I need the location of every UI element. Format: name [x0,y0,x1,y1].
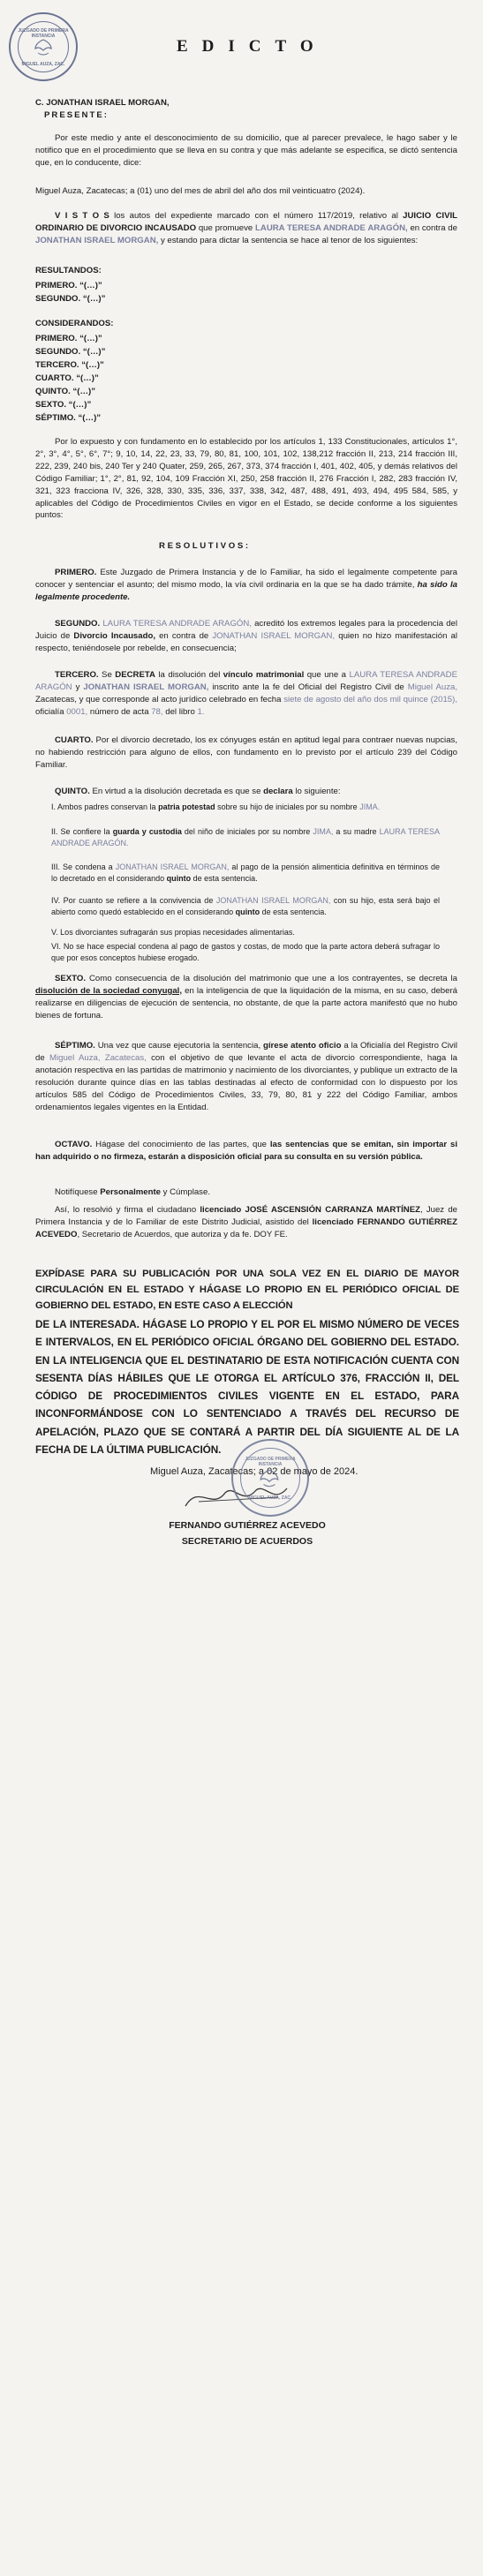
court-seal-top [9,12,78,81]
considerando-item: SÉPTIMO. “(…)” [35,413,102,423]
expidase-paragraph-part1: EXPÍDASE PARA SU PUBLICACIÓN POR UNA SOLA VEZ EN EL DIARIO DE MAYOR CIRCULACIÓN EN EL ESTADO Y HÁGASE LO PROPIO EN EL PERIÓDICO OFICIAL DE GOBIERNO DEL ESTADO, EN ESTE CASO A ELECCIÓN [35,1269,459,1312]
quinto-punto-i: I. Ambos padres conservan la patria potestad sobre su hijo de iniciales por su nombre JIMA. [51,802,381,811]
resolutivo-sexto: SEXTO. Como consecuencia de la disolución del matrimonio que une a los contrayentes, se decreta la disolución de la sociedad conyugal, en la inteligencia de que la liquidación de la misma, en su caso, deberá realizarse en diligencias de ejecución de sentencia, no obstante, de que la parte actora manifestó que no hubo bienes de fortuna. [35,974,457,1021]
resolutivo-quinto: QUINTO. En virtud a la disolución decretada es que se declara lo siguiente: [55,787,341,796]
firma-paragraph: Así, lo resolvió y firma el ciudadano licenciado JOSÉ ASCENSIÓN CARRANZA MARTÍNEZ, Juez de Primera Instancia y de lo Familiar de este Distrito Judicial, asistido del licenciado FERNANDO GUTIÉRREZ ACEVEDO, Secretario de Acuerdos, que autoriza y da fe. DOY FE. [35,1205,457,1239]
document-title: EDICTO [177,37,328,56]
considerando-item: QUINTO. “(…)” [35,387,96,396]
court-seal-bottom [231,1439,309,1517]
addressee-presente: PRESENTE: [44,110,109,120]
resultando-item: PRIMERO. “(…)” [35,281,102,290]
considerando-item: PRIMERO. “(…)” [35,334,102,343]
considerando-item: SEGUNDO. “(…)” [35,347,106,357]
considerando-item: SEXTO. “(…)” [35,400,92,410]
considerando-item: TERCERO. “(…)” [35,360,104,370]
eagle-emblem-icon [254,1467,284,1490]
intro-paragraph: Por este medio y ante el desconocimiento de su domicilio, que al parecer prevalece, le hago saber y le notifico que en el procedimiento que se lleva en su contra y que más adelante se especifica, se dictó sentencia que, en lo conducente, dice: [35,133,457,168]
closing-date: Miguel Auza, Zacatecas; a 02 de mayo de 2024. [150,1466,358,1477]
resolutivo-cuarto: CUARTO. Por el divorcio decretado, los ex cónyuges están en aptitud legal para contraer nuevas nupcias, no habiendo restricción para alguno de ellos, con fundamento en lo previsto por el artículo 239 del Código Familiar. [35,735,457,770]
quinto-punto-iv: IV. Por cuanto se refiere a la convivencia de JONATHAN ISRAEL MORGAN, con su hijo, esta será bajo el abierto como quedó establecido en el considerando quinto de esta sentencia. [51,896,440,917]
resolutivo-segundo: SEGUNDO. LAURA TERESA ANDRADE ARAGÓN, acreditó los extremos legales para la procedencia del Juicio de Divorcio Incausado, en contra de JONATHAN ISRAEL MORGAN, quien no hizo manifestación al respecto, teniéndosele por rebelde, en consecuencia; [35,619,458,653]
seal-top-upper-text: JUZGADO DE PRIMERA INSTANCIA [18,28,69,39]
resolutivo-septimo: SÉPTIMO. Una vez que cause ejecutoria la sentencia, gírese atento oficio a la Oficialía del Registro Civil de Miguel Auza, Zacatecas, con el objetivo de que levante el acta de divorcio correspondiente, haga la anotación respectiva en las partidas de matrimonio y nacimiento de los divorciantes, y publique un extracto de la resolución durante quince días en las tablas destinadas al efecto de conformidad con lo dispuesto por los artículos 585 del Código de Procedimientos Civiles, 33, 79, 80, 81 y 222 del Código Familiar, ambos ordenamientos legales vigentes en la Entidad. [35,1041,457,1112]
notifiquese-line: Notifíquese Personalmente y Cúmplase. [55,1187,210,1197]
fundamento-paragraph: Por lo expuesto y con fundamento en lo establecido por los artículos 1, 133 Constitucionales, artículos 1°, 2°, 3°, 4°, 5°, 6°, 7°; 9, 10, 14, 22, 23, 33, 79, 80, 81, 100, 101, 102, 138,212 fracción II, 213, 214 fracción III, 222, 239, 240 bis, 240 Ter y 240 Quater, 259, 265, 267, 373, 374 fracción I, 401, 402, 405, y demás relativos del Código Familiar; 1°, 2°, 81, 92, 104, 109 Fracción XI, 250, 258 fracción II, 276 Fracción I, 282, 283 fracción IV, 321, 323 fracciona IV, 326, 328, 330, 335, 336, 337, 338, 342, 487, 488, 491, 493, 494, 495 584, 585, y aplicables del Código de Procedimientos Civiles en vigor en el Estado, se decide conforme a los siguientes puntos: [35,437,457,521]
resultando-item: SEGUNDO. “(…)” [35,294,106,304]
signer-name: FERNANDO GUTIÉRREZ ACEVEDO [169,1520,326,1531]
resolutivo-tercero: TERCERO. Se DECRETA la disolución del vínculo matrimonial que une a LAURA TERESA ANDRADE ARAGÓN y JONATHAN ISRAEL MORGAN, inscrito ante la fe del Oficial del Registro Civil de Miguel Auza, Zacatecas, y que corresponde al acto jurídico celebrado en fecha siete de agosto del año dos mil quince (2015), oficialía 0001, número de acta 78, del libro 1. [35,670,457,717]
quinto-punto-ii: II. Se confiere la guarda y custodia del niño de iniciales por su nombre JIMA, a su madre LAURA TERESA ANDRADE ARAGÓN. [51,827,440,848]
signer-title: SECRETARIO DE ACUERDOS [181,1536,313,1547]
seal-bottom-lower-text: MIGUEL AUZA, ZAC. [248,1495,292,1501]
seal-bottom-upper-text: JUZGADO DE PRIMERA INSTANCIA [245,1457,296,1467]
quinto-punto-v: V. Los divorciantes sufragarán sus propias necesidades alimentarias. [51,928,295,937]
resolutivos-heading: R E S O L U T I V O S : [159,541,249,551]
addressee-name: C. JONATHAN ISRAEL MORGAN, [35,98,170,108]
expidase-paragraph-part2: DE LA INTERESADA. HÁGASE LO PROPIO Y EL POR EL MISMO NÚMERO DE VECES E INTERVALOS, EN EL PERIÓDICO OFICIAL ÓRGANO DEL GOBIERNO DEL ESTADO. EN LA INTELIGENCIA QUE EL DESTINATARIO DE ESTA NOTIFICACIÓN CUENTA CON SESENTA DÍAS HÁBILES QUE LE OTORGA EL ARTÍCULO 376, FRACCIÓN II, DEL CÓDIGO DE PROCEDIMIENTOS CIVILES VIGENTE EN EL ESTADO, PARA INCONFORMÁNDOSE CON LO SENTENCIADO A TRAVÉS DEL RECURSO DE APELACIÓN, PLAZO QUE SE CONTARÁ A PARTIR DEL DÍA SIGUIENTE AL DE LA FECHA DE LA ÚLTIMA PUBLICACIÓN. [35,1318,459,1456]
considerando-item: CUARTO. “(…)” [35,373,99,383]
eagle-emblem-icon [30,37,57,58]
resultandos-heading: RESULTANDOS: [35,266,102,275]
considerandos-heading: CONSIDERANDOS: [35,319,114,328]
quinto-punto-iii: III. Se condena a JONATHAN ISRAEL MORGAN, al pago de la pensión alimenticia definitiva en términos de lo decretado en el considerando quinto de esta sentencia. [51,862,440,884]
date-line: Miguel Auza, Zacatecas; a (01) uno del mes de abril del año dos mil veinticuatro (2024). [35,186,366,196]
seal-top-lower-text: MIGUEL AUZA, ZAC. [21,62,65,67]
vistos-paragraph: V I S T O S los autos del expediente marcado con el número 117/2019, relativo al JUICIO CIVIL ORDINARIO DE DIVORCIO INCAUSADO que promueve LAURA TERESA ANDRADE ARAGÓN, en contra de JONATHAN ISRAEL MORGAN, y estando para dictar la sentencia se hace al tenor de los siguientes: [35,211,457,245]
resolutivo-primero: PRIMERO. Este Juzgado de Primera Instancia y de lo Familiar, ha sido el legalmente competente para conocer y sentenciar el asunto; del mismo modo, la vía civil ordinaria en la que se ha dado trámite, ha sido la legalmente procedente. [35,568,457,602]
quinto-punto-vi: VI. No se hace especial condena al pago de gastos y costas, de modo que la parte actora deberá sufragar lo que por esos conceptos hubiese erogado. [51,942,440,963]
resolutivo-octavo: OCTAVO. Hágase del conocimiento de las partes, que las sentencias que se emitan, sin importar si han adquirido o no firmeza, estarán a disposición oficial para su consulta en su versión pública. [35,1140,457,1162]
